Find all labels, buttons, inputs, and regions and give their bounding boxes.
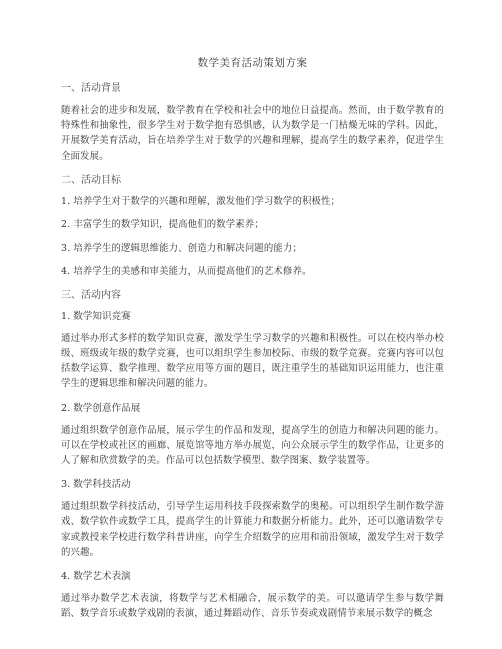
subsection-heading-exhibition: 2. 数学创意作品展 xyxy=(61,402,141,414)
background-paragraph: 随着社会的进步和发展，数学教育在学校和社会中的地位日益提高。然而，由于数学教育的特殊性和抽象性，很多学生对于数学抱有恐惧感，认为数学是一门枯燥无味的学科。因此，开展数学美育活动，旨在培养学生对于数学的兴趣和理解，提高学生的数学素养，促进学生全面发展。 xyxy=(61,105,444,162)
art-paragraph: 通过举办数学艺术表演，将数学与艺术相融合，展示数学的美。可以邀请学生参与数学舞蹈、数学音乐或数学戏剧的表演，通过舞蹈动作、音乐节奏或戏剧情节来展示数学的概念 xyxy=(61,593,444,620)
exhibition-paragraph: 通过组织数学创意作品展，展示学生的作品和发现，提高学生的创造力和解决问题的能力。可以在学校或社区的画廊、展览馆等地方举办展览，向公众展示学生的数学作品，让更多的人了解和欣赏数学的美。作品可以包括数学模型、数学图案、数学装置等。 xyxy=(61,424,444,467)
competition-paragraph: 通过举办形式多样的数学知识竞赛，激发学生学习数学的兴趣和积极性。可以在校内举办校级、班级或年级的数学竞赛，也可以组织学生参加校际、市级的数学竞赛。竞赛内容可以包括数学运算、数学推理、数学应用等方面的题目，既注重学生的基础知识运用能力，也注重学生的逻辑思维和解决问题的能力。 xyxy=(61,332,444,390)
goal-item-4: 4. 培养学生的美感和审美能力，从而提高他们的艺术修养。 xyxy=(61,266,312,278)
document-title: 数学美育活动策划方案 xyxy=(197,57,308,69)
section-heading-content: 三、活动内容 xyxy=(61,289,121,301)
section-heading-background: 一、活动背景 xyxy=(61,83,121,94)
subsection-heading-competition: 1. 数学知识竞赛 xyxy=(61,310,131,322)
goal-item-1: 1. 培养学生对于数学的兴趣和理解，激发他们学习数学的积极性； xyxy=(61,195,341,207)
section-heading-goals: 二、活动目标 xyxy=(61,174,121,186)
goal-item-2: 2. 丰富学生的数学知识，提高他们的数学素养； xyxy=(61,219,264,231)
tech-paragraph: 通过组织数学科技活动，引导学生运用科技手段探索数学的奥秘。可以组织学生制作数学游戏、数学软件或数学工具，提高学生的计算能力和数据分析能力。此外，还可以邀请数学专家或教授来学校进行数学科普讲座，向学生介绍数学的应用和前沿领域，激发学生对于数学的兴趣。 xyxy=(61,501,444,558)
subsection-heading-art: 4. 数学艺术表演 xyxy=(61,571,131,583)
subsection-heading-tech: 3. 数学科技活动 xyxy=(61,479,131,491)
goal-item-3: 3. 培养学生的逻辑思维能力、创造力和解决问题的能力； xyxy=(61,242,302,254)
